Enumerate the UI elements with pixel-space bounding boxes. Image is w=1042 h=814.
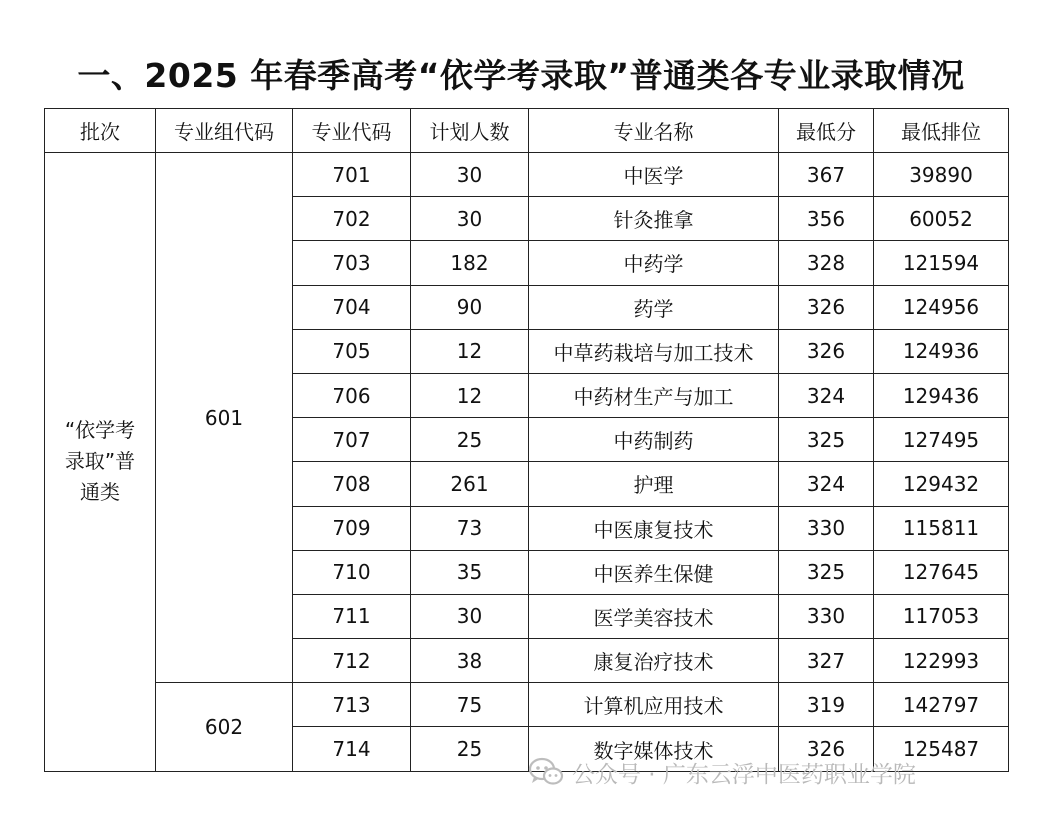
min-score-cell: 326 [779,285,874,329]
major-name-cell: 中药学 [529,241,779,285]
batch-label: “依学考录取”普通类 [64,418,136,505]
major-name-cell: 中医康复技术 [529,506,779,550]
major-name-cell: 计算机应用技术 [529,683,779,727]
header-group-code: 专业组代码 [156,109,293,153]
major-code-cell: 708 [293,462,411,506]
major-name-cell: 中药材生产与加工 [529,373,779,417]
header-batch: 批次 [45,109,156,153]
group-code-cell: 601 [156,153,293,683]
batch-cell [45,153,156,772]
major-code-cell: 704 [293,285,411,329]
min-rank-cell: 129436 [874,373,1009,417]
header-major-code: 专业代码 [293,109,411,153]
min-rank-cell: 124936 [874,329,1009,373]
major-code-cell: 712 [293,639,411,683]
min-rank-cell: 125487 [874,727,1009,771]
min-rank-cell: 117053 [874,594,1009,638]
plan-count-cell: 75 [411,683,529,727]
min-rank-cell: 39890 [874,153,1009,197]
min-rank-cell: 60052 [874,197,1009,241]
plan-count-cell: 25 [411,418,529,462]
min-score-cell: 356 [779,197,874,241]
major-name-cell: 中医养生保健 [529,550,779,594]
major-name-cell: 针灸推拿 [529,197,779,241]
min-rank-cell: 127645 [874,550,1009,594]
wechat-icon [528,757,564,787]
major-code-cell: 713 [293,683,411,727]
table-row [45,683,1009,727]
min-score-cell: 326 [779,329,874,373]
min-score-cell: 319 [779,683,874,727]
major-code-cell: 702 [293,197,411,241]
min-score-cell: 324 [779,462,874,506]
major-code-cell: 714 [293,727,411,771]
header-min-rank: 最低排位 [874,109,1009,153]
major-name-cell: 中药制药 [529,418,779,462]
plan-count-cell: 30 [411,153,529,197]
header-plan-count: 计划人数 [411,109,529,153]
admission-table [44,108,1009,772]
plan-count-cell: 30 [411,594,529,638]
min-score-cell: 330 [779,594,874,638]
major-name-cell: 中草药栽培与加工技术 [529,329,779,373]
major-code-cell: 710 [293,550,411,594]
major-name-cell: 数字媒体技术 [529,727,779,771]
major-name-cell: 药学 [529,285,779,329]
major-name-cell: 康复治疗技术 [529,639,779,683]
major-code-cell: 707 [293,418,411,462]
min-score-cell: 330 [779,506,874,550]
min-rank-cell: 129432 [874,462,1009,506]
min-score-cell: 325 [779,418,874,462]
min-score-cell: 327 [779,639,874,683]
table-header-row [45,109,1009,153]
header-min-score: 最低分 [779,109,874,153]
min-rank-cell: 124956 [874,285,1009,329]
major-name-cell: 医学美容技术 [529,594,779,638]
plan-count-cell: 182 [411,241,529,285]
min-rank-cell: 127495 [874,418,1009,462]
min-rank-cell: 142797 [874,683,1009,727]
watermark-text: 公众号 · 广东云浮中医药职业学院 [572,761,916,788]
min-rank-cell: 121594 [874,241,1009,285]
major-code-cell: 705 [293,329,411,373]
plan-count-cell: 38 [411,639,529,683]
min-score-cell: 324 [779,373,874,417]
table-row [45,153,1009,197]
plan-count-cell: 261 [411,462,529,506]
watermark [528,754,916,790]
plan-count-cell: 12 [411,329,529,373]
min-score-cell: 367 [779,153,874,197]
min-score-cell: 326 [779,727,874,771]
major-code-cell: 703 [293,241,411,285]
min-rank-cell: 122993 [874,639,1009,683]
major-code-cell: 701 [293,153,411,197]
plan-count-cell: 73 [411,506,529,550]
major-name-cell: 护理 [529,462,779,506]
plan-count-cell: 35 [411,550,529,594]
major-name-cell: 中医学 [529,153,779,197]
header-major-name: 专业名称 [529,109,779,153]
plan-count-cell: 30 [411,197,529,241]
major-code-cell: 706 [293,373,411,417]
major-code-cell: 709 [293,506,411,550]
document-title: 一、2025 年春季高考“依学考录取”普通类各专业录取情况 [77,56,965,95]
plan-count-cell: 25 [411,727,529,771]
group-code-cell: 602 [156,683,293,771]
plan-count-cell: 90 [411,285,529,329]
major-code-cell: 711 [293,594,411,638]
min-score-cell: 328 [779,241,874,285]
min-score-cell: 325 [779,550,874,594]
min-rank-cell: 115811 [874,506,1009,550]
plan-count-cell: 12 [411,373,529,417]
